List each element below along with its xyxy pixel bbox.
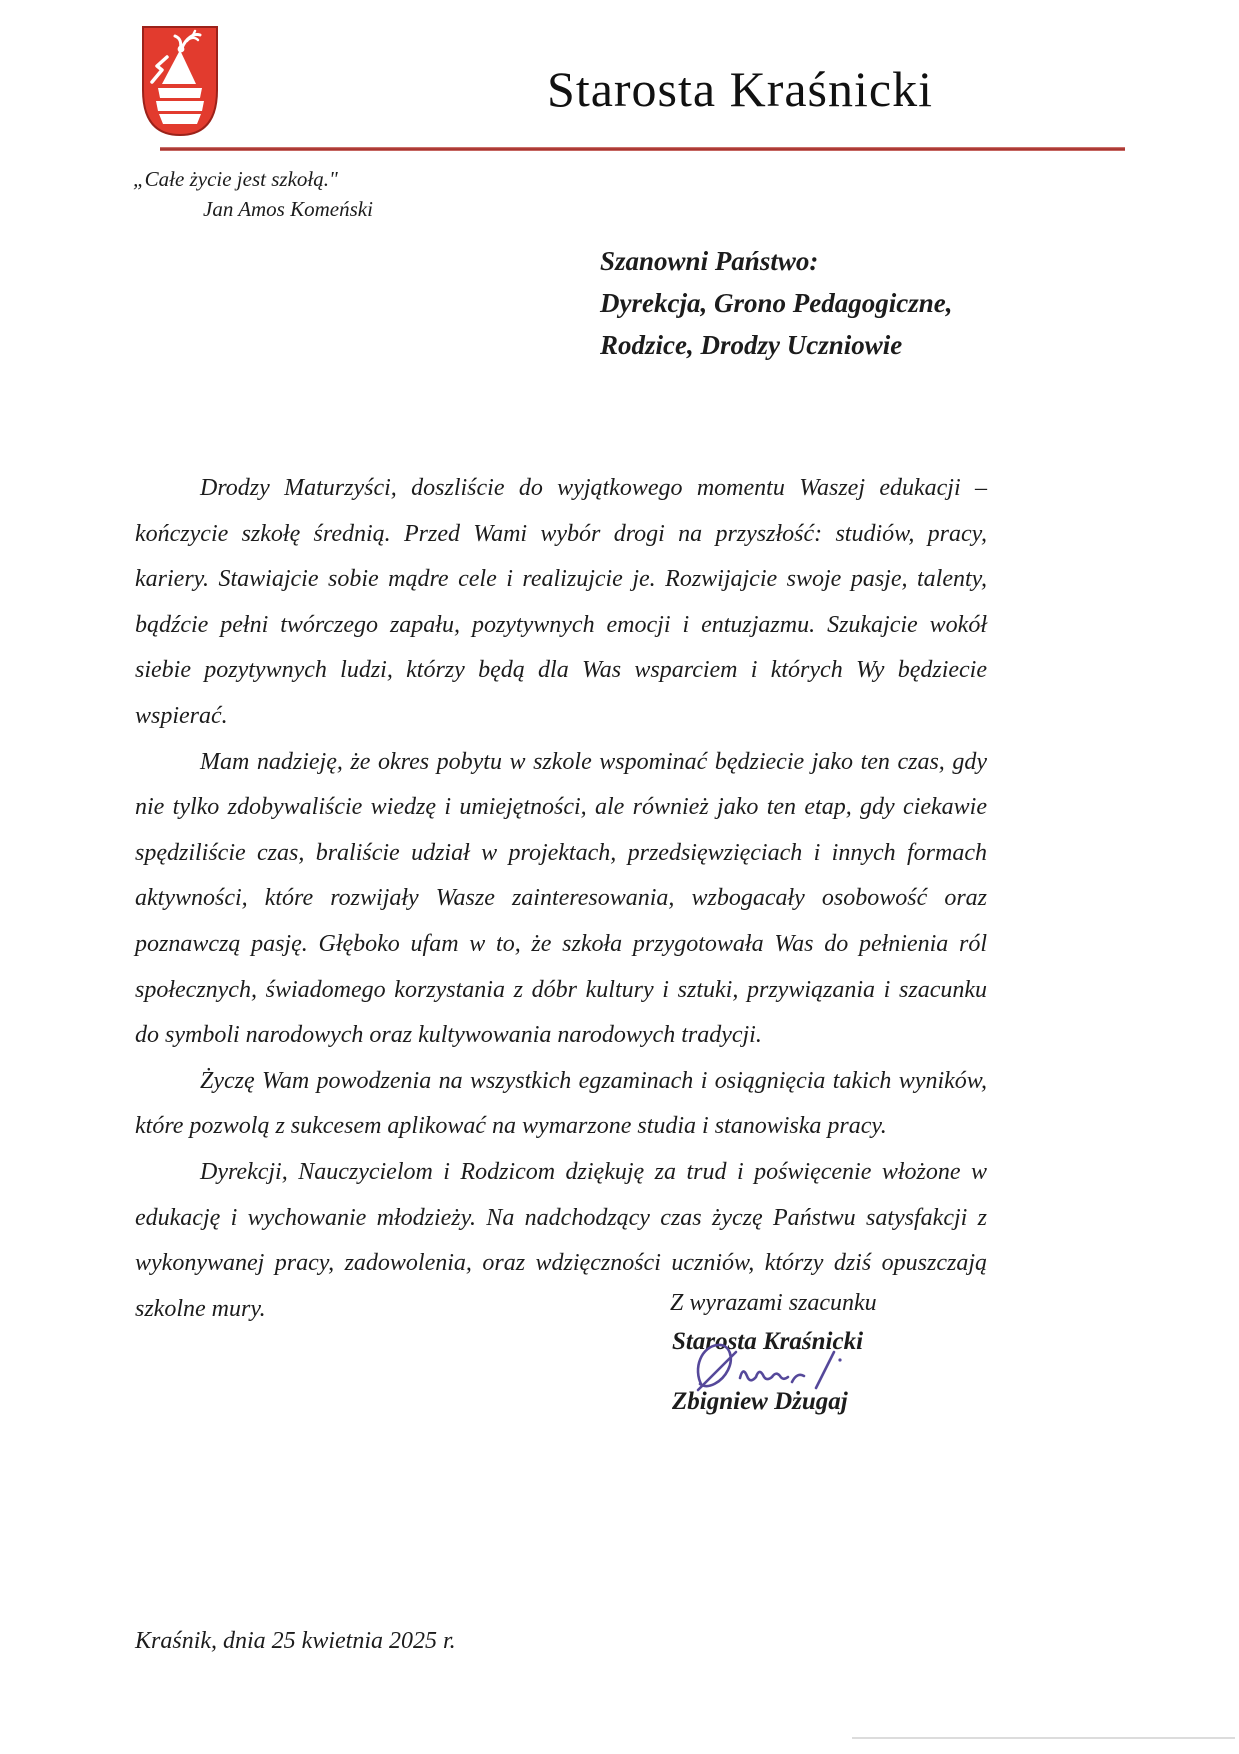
motto-quote: „Całe życie jest szkołą.": [133, 167, 338, 191]
addressee-line: Dyrekcja, Grono Pedagogiczne,: [600, 288, 953, 318]
closing-salutation: Z wyrazami szacunku: [670, 1290, 877, 1316]
body-paragraph: Życzę Wam powodzenia na wszystkich egzaminach i osiągnięcia takich wyników, które pozwolą z sukcesem aplikować na wymarzone studia i stanowiska pracy.: [135, 1067, 987, 1140]
addressee-line: Szanowni Państwo:: [600, 246, 819, 276]
body-paragraph: Dyrekcji, Nauczycielom i Rodzicom dziękuję za trud i poświęcenie włożone w edukację i wychowanie młodzieży. Na nadchodzący czas życzę Państwu satysfakcji z wykonywanej pracy, zadowolenia, oraz wdzięczności uczniów, którzy dziś opuszczają szkolne mury.: [135, 1158, 987, 1322]
dateline: Kraśnik, dnia 25 kwietnia 2025 r.: [135, 1628, 456, 1654]
scan-artifact-line: [852, 1737, 1235, 1739]
addressee-line: Rodzice, Drodzy Uczniowie: [600, 330, 903, 360]
body-paragraph: Mam nadzieję, że okres pobytu w szkole wspominać będziecie jako ten czas, gdy nie tylko zdobywaliście wiedzę i umiejętności, ale również jako ten etap, gdy ciekawie spędziliście czas, braliście udział w projektach, przedsięwzięciach i innych formach aktywności, które rozwijały Wasze zainteresowania, wzbogacały osobowość oraz poznawczą pasję. Głęboko ufam w to, że szkoła przygotowała Was do pełnienia ról społecznych, świadomego korzystania z dóbr kultury i sztuki, przywiązania i szacunku do symboli narodowych oraz kultywowania narodowych tradycji.: [135, 748, 987, 1049]
addressee-block: [600, 240, 952, 366]
letter-body: [135, 466, 987, 1332]
letterhead-title: Starosta Kraśnicki: [547, 61, 933, 117]
body-paragraph: Drodzy Maturzyści, doszliście do wyjątkowego momentu Waszej edukacji – kończycie szkołę średnią. Przed Wami wybór drogi na przyszłość: studiów, pracy, kariery. Stawiajcie sobie mądre cele i realizujcie je. Rozwijajcie swoje pasje, talenty, bądźcie pełni twórczego zapału, pozytywnych emocji i entuzjazmu. Szukajcie wokół siebie pozytywnych ludzi, którzy będą dla Was wsparciem i których Wy będziecie wspierać.: [135, 475, 987, 729]
signer-name: Zbigniew Dżugaj: [672, 1388, 848, 1415]
coat-of-arms-icon: [140, 24, 220, 138]
signer-title: Starosta Kraśnicki: [672, 1328, 864, 1355]
header-rule: [160, 147, 1125, 151]
motto-author: Jan Amos Komeński: [203, 197, 373, 221]
